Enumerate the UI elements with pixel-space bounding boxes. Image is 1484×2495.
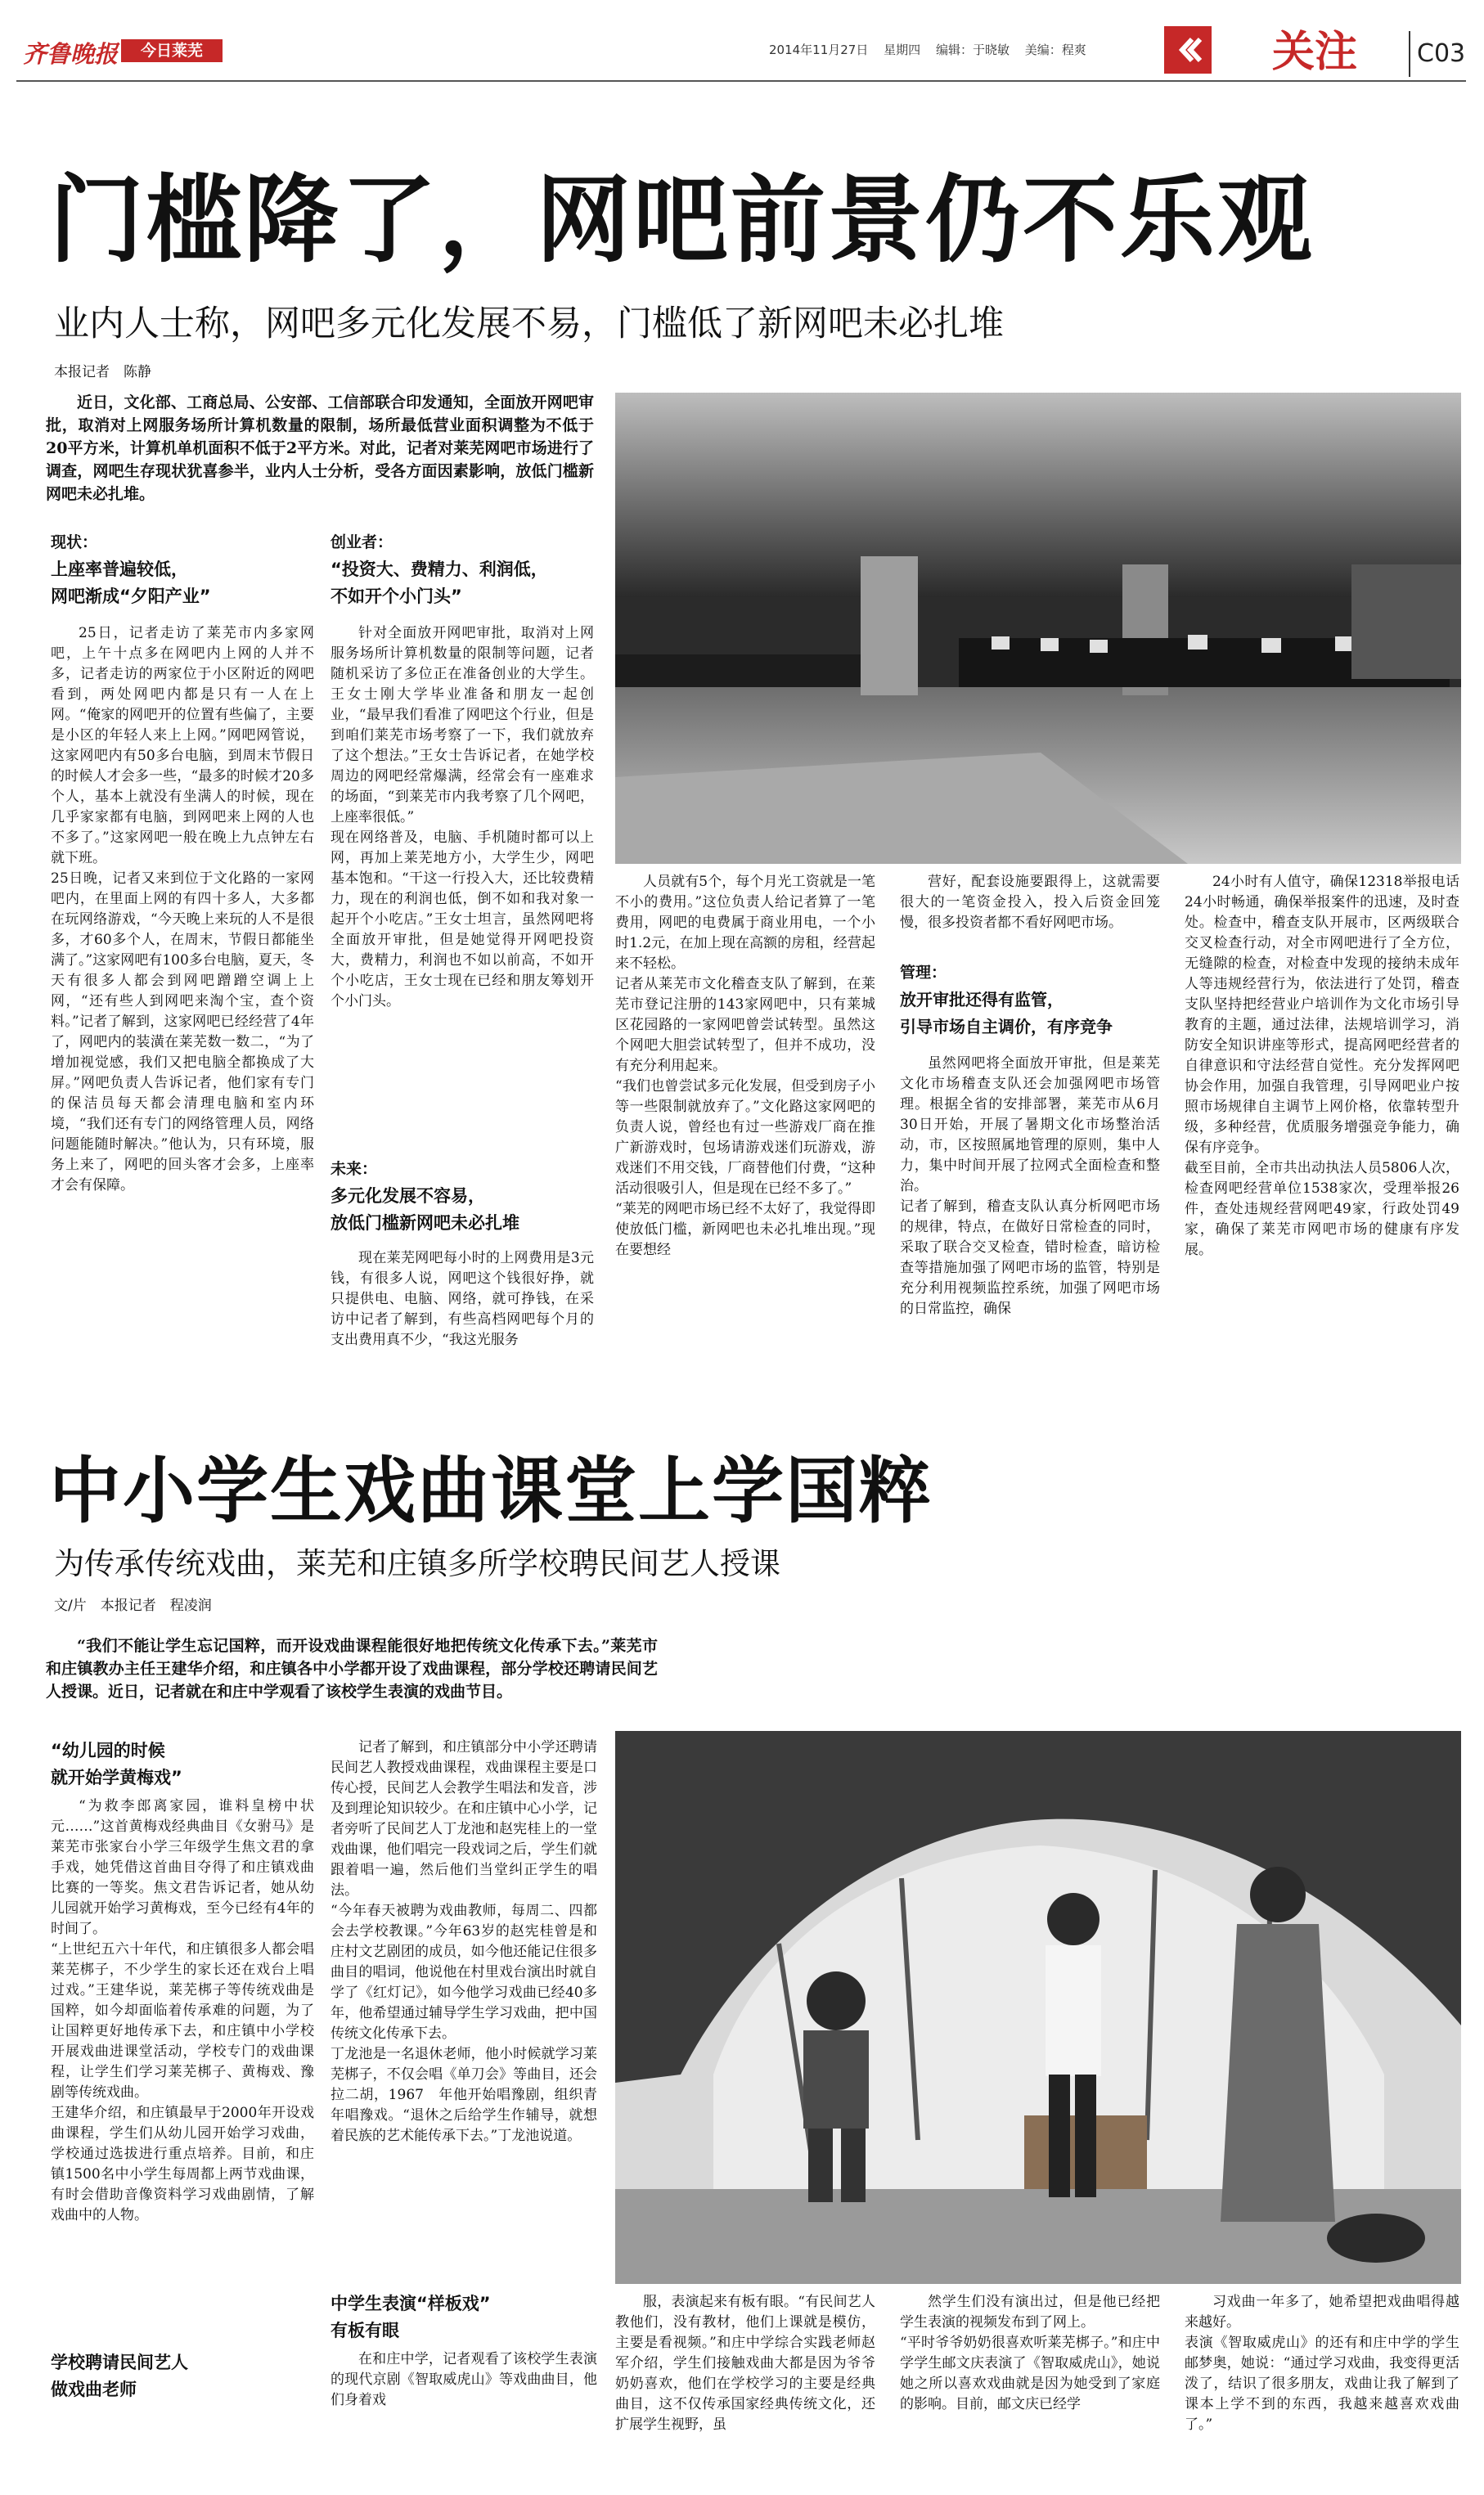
lead-text: 近日，文化部、工商总局、公安部、工信部联合印发通知，全面放开网吧审批，取消对上网服务场所计算机数量的限制，场所最低营业面积调整为不低于20平方米，计算机单机面积不低于2平方米。对此，记者对莱芜网吧市场进行了调查，网吧生存现状犹喜参半，业内人士分析，受各方面因素影响，放低门槛新网吧未必扎堆。 [46, 393, 594, 503]
subhead-line: 有板有眼 [331, 2321, 399, 2340]
body-text: 营好，配套设施要跟得上，这就需要很大的一笔资金投入，投入后资金回笼慢，很多投资者都不看好网吧市场。 [900, 874, 1160, 931]
byline-2: 文/片 本报记者 程凌润 [54, 1598, 212, 1614]
masthead-logo: 齐鲁晚报 [23, 40, 119, 68]
subhead-folk-artists [51, 2349, 188, 2403]
designer: 美编：程爽 [1024, 43, 1086, 57]
page-number: C03 [1417, 39, 1466, 68]
body-text: 记者了解到，和庄镇部分中小学还聘请民间艺人教授戏曲课程，戏曲课程主要是口传心授，民间艺人会教学生唱法和发音，涉及到理论知识较少。在和庄镇中心小学，记者旁听了民间艺人丁龙池和赵宪桂上的一堂戏曲课，他们唱完一段戏词之后，学生们就跟着唱一遍，然后他们当堂纠正学生的唱法。 “今年春天被聘为戏曲教师，每周二、四都会去学校教课。”今年63岁的赵宪桂曾是和庄村文艺剧团的成员，如今他还能记住很多曲目的唱词，他说他在村里戏台演出时就自学了《红灯记》，如今他学习戏曲已经40多年，他希望通过辅导学生学习戏曲，把中国传统文化传承下去。 丁龙池是一名退休老师，他小时候就学习莱芜梆子，不仅会唱《单刀会》等曲目，还会拉二胡，1967 年他开始唱豫剧，组织青年唱豫戏。“退休之后给学生作辅导，就想着民族的艺术能传承下去。”丁龙池说道。 [331, 1739, 597, 2144]
subhead-line: 就开始学黄梅戏” [51, 1768, 182, 1787]
article1-column-2b [331, 1248, 594, 1425]
subheadline: 业内人士称，网吧多元化发展不易，门槛低了新网吧未必扎堆 [54, 303, 1004, 344]
body-text: 在和庄中学，记者观看了该校学生表演的现代京剧《智取威虎山》等戏曲曲目，他们身着戏 [331, 2351, 597, 2408]
subhead-line: 做戏曲老师 [51, 2380, 137, 2399]
article1-column-4b [900, 1054, 1160, 1425]
subhead-model-opera [331, 2290, 491, 2344]
subhead-kindergarten [51, 1738, 182, 1791]
subhead-line: 放开审批还得有监管， [900, 990, 1064, 1009]
body-text: 服，表演起来有板有眼。“有民间艺人教他们，没有教材，他们上课就是模仿，主要是看视频。”和庄中学综合实践老师赵军介绍，学生们接触戏曲大都是因为爷爷奶奶喜欢，他们在学校学习的主要是经典曲目，这不仅传承国家经典传统文化，还扩展学生视野，虽 [615, 2294, 875, 2433]
article1-column-5 [1185, 872, 1459, 1425]
lead-paragraph-2 [46, 1634, 658, 1729]
section-label-future: 未来： [331, 1160, 378, 1178]
body-text: “为救李郎离家园，谁料皇榜中状元……”这首黄梅戏经典曲目《女驸马》是莱芜市张家台小学三年级学生焦文君的拿手戏，她凭借这首曲目夺得了和庄镇戏曲比赛的一等奖。焦文君告诉记者，她从幼儿园就开始学习黄梅戏，至今已经有4年的时间了。 “上世纪五六十年代，和庄镇很多人都会唱莱芜梆子，不少学生的家长还在戏台上唱过戏。”王建华说，莱芜梆子等传统戏曲是国粹，如今却面临着传承难的问题，为了让国粹更好地传承下去，和庄镇中小学校开展戏曲进课堂活动，学校专门的戏曲课程，让学生们学习莱芜梆子、黄梅戏、豫剧等传统戏曲。 王建华介绍，和庄镇最早于2000年开设戏曲课程，学生们从幼儿园开始学习戏曲，学校通过选拔进行重点培养。目前，和庄镇1500名中小学生每周都上两节戏曲课，有时会借助音像资料学习戏曲剧情，了解戏曲中的人物。 [51, 1798, 314, 2223]
subhead-future [331, 1183, 519, 1237]
body-text: 人员就有5个，每个月光工资就是一笔不小的费用。”这位负责人给记者算了一笔费用，网吧的电费属于商业用电，一个小时1.2元，在加上现在高额的房租，经营起来不轻松。 记者从莱芜市文化稽查支队了解到，在莱芜市登记注册的143家网吧中，只有莱城区花园路的一家网吧曾尝试转型。虽然这个网吧大胆尝试转型了，但并不成功，没有充分利用起来。 “我们也曾尝试多元化发展，但受到房子小等一些限制就放弃了。”文化路这家网吧的负责人说，曾经也有过一些游戏厂商在推广新游戏时，包场请游戏迷们玩游戏，游戏迷们不用交钱，厂商替他们付费，“这种活动很吸引人，但是现在已经不多了。” “莱芜的网吧市场已经不太好了，我觉得即使放低门槛，新网吧也未必扎堆出现。”现在要想经 [615, 874, 875, 1258]
subhead-management [900, 987, 1113, 1041]
article2-column-2b [331, 2349, 597, 2472]
article2-column-4 [900, 2292, 1160, 2472]
headline: 门槛降了，网吧前景仍不乐观 [49, 165, 1315, 276]
subhead-entrepreneur [331, 556, 548, 610]
article1-column-4 [900, 872, 1160, 954]
section-label-status: 现状： [51, 533, 98, 551]
byline: 本报记者 陈静 [54, 364, 151, 380]
body-text: 针对全面放开网吧审批，取消对上网服务场所计算机数量的限制等问题，记者随机采访了多位正在准备创业的大学生。王女士刚大学毕业准备和朋友一起创业，“最早我们看准了网吧这个行业，但是到咱们莱芜市场考察了一下，我们就放弃了这个想法。”王女士告诉记者，在她学校周边的网吧经常爆满，经常会有一座难求的场面，“到莱芜市内我考察了几个网吧，上座率很低。” 现在网络普及，电脑、手机随时都可以上网，再加上莱芜地方小，大学生少，网吧基本饱和。“干这一行投入大，还比较费精力，现在的利润也低，倒不如和我对象一起开个小吃店。”王女士坦言，虽然网吧将全面放开审批，但是她觉得开网吧投资大，费精力，利润也不如以前高，不如开个小吃店，王女士现在已经和朋友筹划开个小门头。 [331, 625, 594, 1009]
header-rule [16, 80, 1466, 82]
subhead-status [51, 556, 211, 610]
subhead-line: 引导市场自主调价，有序竞争 [900, 1017, 1113, 1036]
article1-column-1 [51, 623, 314, 1425]
date: 2014年11月27日 [769, 43, 869, 57]
internet-cafe-photo [615, 393, 1461, 864]
subhead-line: 网吧渐成“夕阳产业” [51, 587, 211, 606]
divider [1409, 31, 1410, 77]
headline-2: 中小学生戏曲课堂上学国粹 [49, 1449, 933, 1533]
section-label-management: 管理： [900, 964, 947, 982]
column-title: 关注 [1272, 28, 1358, 77]
article1-column-3 [615, 872, 875, 1425]
body-text: 然学生们没有演出过，但是他已经把学生表演的视频发布到了网上。 “平时爷爷奶奶很喜欢听莱芜梆子。”和庄中学学生邮文庆表演了《智取威虎山》，她说她之所以喜欢戏曲就是因为她受到了家庭的影响。目前，邮文庆已经学 [900, 2294, 1160, 2412]
subhead-line: “幼儿园的时候 [51, 1741, 165, 1760]
date-line [769, 41, 1086, 58]
subhead-line: 多元化发展不容易， [331, 1186, 485, 1206]
weekday: 星期四 [884, 43, 921, 57]
body-text: 25日，记者走访了莱芜市内多家网吧，上午十点多在网吧内上网的人并不多，记者走访的两家位于小区附近的网吧看到，两处网吧内都是只有一人在上网。“俺家的网吧开的位置有些偏了，主要是小区的年轻人来上上网。”网吧网管说，这家网吧内有50多台电脑，到周末节假日的时候人才会多一些，“最多的时候才20多个人，基本上就没有坐满人的时候，现在几乎家家都有电脑，到网吧来上网的人也不多了。”这家网吧一般在晚上九点钟左右就下班。 25日晚，记者又来到位于文化路的一家网吧内，在里面上网的有四十多人，大多都在玩网络游戏，“今天晚上来玩的人不是很多，才60多个人，在周末，节假日都能坐满了。”这家网吧有100多台电脑，夏天，冬天有很多人都会到网吧蹭蹭空调上上网，“还有些人到网吧来淘个宝，查个资料。”记者了解到，这家网吧已经经营了4年了，网吧内的装潢在莱芜数一数二，“为了增加视觉感，我们又把电脑全都换成了大屏。”网吧负责人告诉记者，他们家有专门的保洁员每天都会清理电脑和室内环境，“我们还有专门的网络管理人员，网络问题能随时解决。”他认为，只有环境，服务上来了，网吧的回头客才会多，上座率才会有保障。 [51, 625, 314, 1194]
editor: 编辑：于晓敏 [935, 43, 1010, 57]
body-text: 虽然网吧将全面放开审批，但是莱芜文化市场稽查支队还会加强网吧市场管理。根据全省的安排部署，莱芜市从6月30日开始，开展了暑期文化市场整治活动，市，区按照属地管理的原则，集中人力，集中时间开展了拉网式全面检查和整治。 记者了解到，稽查支队认真分析网吧市场的规律，特点，在做好日常检查的同时，采取了联合交叉检查，错时检查，暗访检查等措施加强了网吧市场的监管，特别是充分利用视频监控系统，加强了网吧市场的日常监控，确保 [900, 1055, 1160, 1317]
article1-column-2 [331, 623, 594, 1147]
article2-column-2 [331, 1738, 597, 2284]
article2-column-3 [615, 2292, 875, 2472]
subhead-line: 中学生表演“样板戏” [331, 2294, 491, 2313]
lead-paragraph [46, 391, 594, 520]
subhead-line: 不如开个小门头” [331, 587, 462, 606]
body-text: 习戏曲一年多了，她希望把戏曲唱得越来越好。 表演《智取威虎山》的还有和庄中学的学生邮梦奥，她说：“通过学习戏曲，我变得更活泼了，结识了很多朋友，戏曲让我了解到了课本上学不到的东西，我越来越喜欢戏曲了。” [1185, 2294, 1459, 2433]
article2-column-1 [51, 1796, 314, 2340]
article2-column-5 [1185, 2292, 1459, 2472]
chevron-icon [1164, 26, 1212, 74]
section-tag: 今日莱芜 [121, 39, 223, 62]
body-text: 24小时有人值守，确保12318举报电话24小时畅通，确保举报案件的迅速，及时查处。检查中，稽查支队开展市，区两级联合交叉检查行动，对全市网吧进行了全方位，无缝隙的检查，对检查中发现的接纳未成年人等违规经营行为，依法进行了处罚，稽查支队坚持把经营业户培训作为文化市场引导教育的主题，通过法律，法规培训学习，消防安全知识讲座等形式，提高网吧经营者的自律意识和守法经营自觉性。充分发挥网吧协会作用，加强自我管理，引导网吧业户按照市场规律自主调节上网价格，依靠转型升级，多种经营，优质服务增强竞争能力，确保有序竞争。 截至目前，全市共出动执法人员5806人次，检查网吧经营单位1538家次，受理举报26件，查处违规经营网吧49家，行政处罚49家，确保了莱芜市网吧市场的健康有序发展。 [1185, 874, 1459, 1258]
subhead-line: “投资大、费精力、利润低， [331, 560, 548, 579]
lead-text: “我们不能让学生忘记国粹，而开设戏曲课程能很好地把传统文化传承下去。”莱芜市和庄镇教办主任王建华介绍，和庄镇各中小学都开设了戏曲课程，部分学校还聘请民间艺人授课。近日，记者就在和庄中学观看了该校学生表演的戏曲节目。 [46, 1637, 658, 1701]
opera-performance-photo [615, 1731, 1461, 2284]
body-text: 现在莱芜网吧每小时的上网费用是3元钱，有很多人说，网吧这个钱很好挣，就只提供电、电脑、网络，就可挣钱，在采访中记者了解到，有些高档网吧每个月的支出费用真不少，“我这光服务 [331, 1250, 594, 1348]
subhead-line: 上座率普遍较低， [51, 560, 188, 579]
subhead-line: 放低门槛新网吧未必扎堆 [331, 1213, 519, 1233]
section-label-entrepreneur: 创业者： [331, 533, 393, 551]
subhead-line: 学校聘请民间艺人 [51, 2353, 188, 2372]
subheadline-2: 为传承传统戏曲，莱芜和庄镇多所学校聘民间艺人授课 [54, 1546, 780, 1581]
